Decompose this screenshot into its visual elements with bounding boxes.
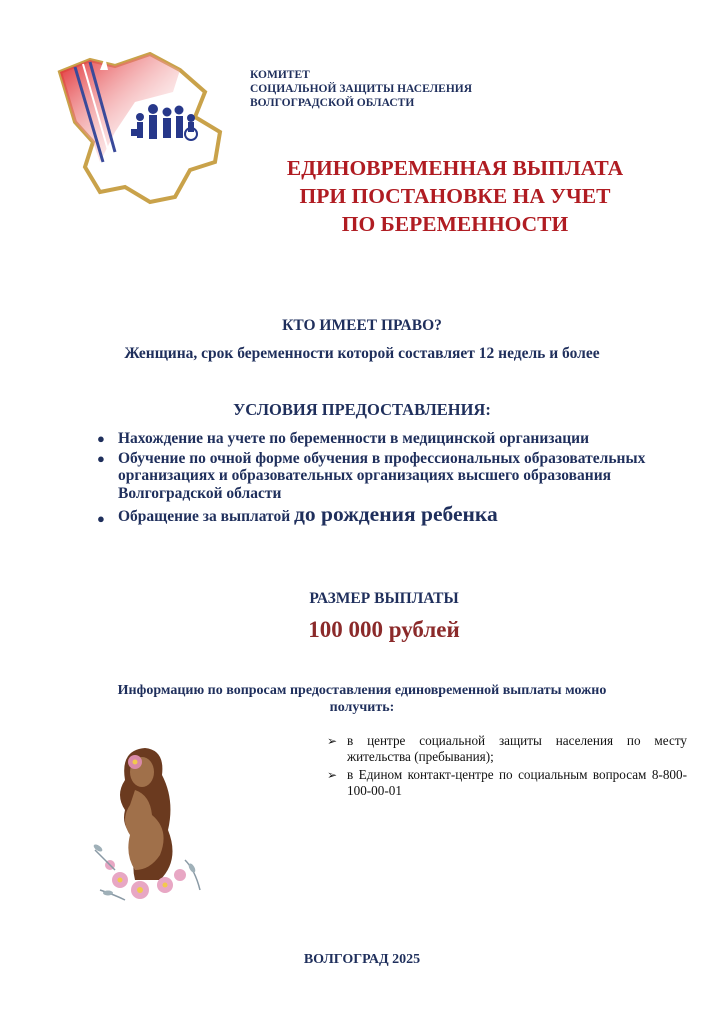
- bullet-icon: ●: [97, 511, 105, 526]
- committee-heading: [250, 68, 472, 110]
- list-item: [95, 430, 695, 448]
- who-heading: КТО ИМЕЕТ ПРАВО?: [282, 317, 442, 334]
- condition-text: Обучение по очной форме обучения в профессиональных образовательных организациях и образовательных организациях высшего образования Волгоградской области: [118, 449, 646, 502]
- bullet-icon: ●: [97, 450, 105, 466]
- info-list: [327, 733, 687, 801]
- conditions-list: [95, 430, 695, 528]
- list-item: [95, 502, 695, 526]
- committee-line: ВОЛГОГРАДСКОЙ ОБЛАСТИ: [250, 97, 415, 109]
- title-line: ЕДИНОВРЕМЕННАЯ ВЫПЛАТА: [286, 156, 624, 180]
- arrow-bullet-icon: ➢: [327, 768, 338, 782]
- info-item-text: в Едином контакт-центре по социальным вопросам 8-800-100-00-01: [347, 767, 687, 798]
- region-logo-icon: [55, 52, 230, 212]
- condition-text-large: до рождения ребенка: [294, 502, 498, 526]
- arrow-bullet-icon: ➢: [327, 734, 338, 748]
- info-heading-line: получить:: [329, 700, 395, 715]
- info-heading-line: Информацию по вопросам предоставления единовременной выплаты можно: [117, 683, 607, 698]
- condition-text: Нахождение на учете по беременности в медицинской организации: [118, 430, 590, 447]
- pregnant-woman-illustration: [80, 740, 210, 910]
- committee-line: КОМИТЕТ: [250, 69, 310, 81]
- list-item: [327, 733, 687, 765]
- condition-text-small: Обращение за выплатой: [118, 508, 295, 525]
- payment-amount: 100 000 рублей: [308, 617, 460, 642]
- payment-heading: РАЗМЕР ВЫПЛАТЫ: [309, 590, 459, 607]
- list-item: [327, 767, 687, 799]
- info-item-text: в центре социальной защиты населения по месту жительства (пребывания);: [347, 733, 687, 764]
- page-title: [210, 154, 700, 238]
- conditions-heading: УСЛОВИЯ ПРЕДОСТАВЛЕНИЯ:: [233, 400, 491, 419]
- footer-city-year: ВОЛГОГРАД 2025: [303, 952, 421, 967]
- title-line: ПО БЕРЕМЕННОСТИ: [341, 212, 569, 236]
- bullet-icon: ●: [97, 431, 105, 446]
- list-item: [95, 450, 695, 503]
- committee-line: СОЦИАЛЬНОЙ ЗАЩИТЫ НАСЕЛЕНИЯ: [250, 83, 473, 95]
- title-line: ПРИ ПОСТАНОВКЕ НА УЧЕТ: [299, 184, 611, 208]
- who-text: Женщина, срок беременности которой составляет 12 недель и более: [124, 345, 600, 362]
